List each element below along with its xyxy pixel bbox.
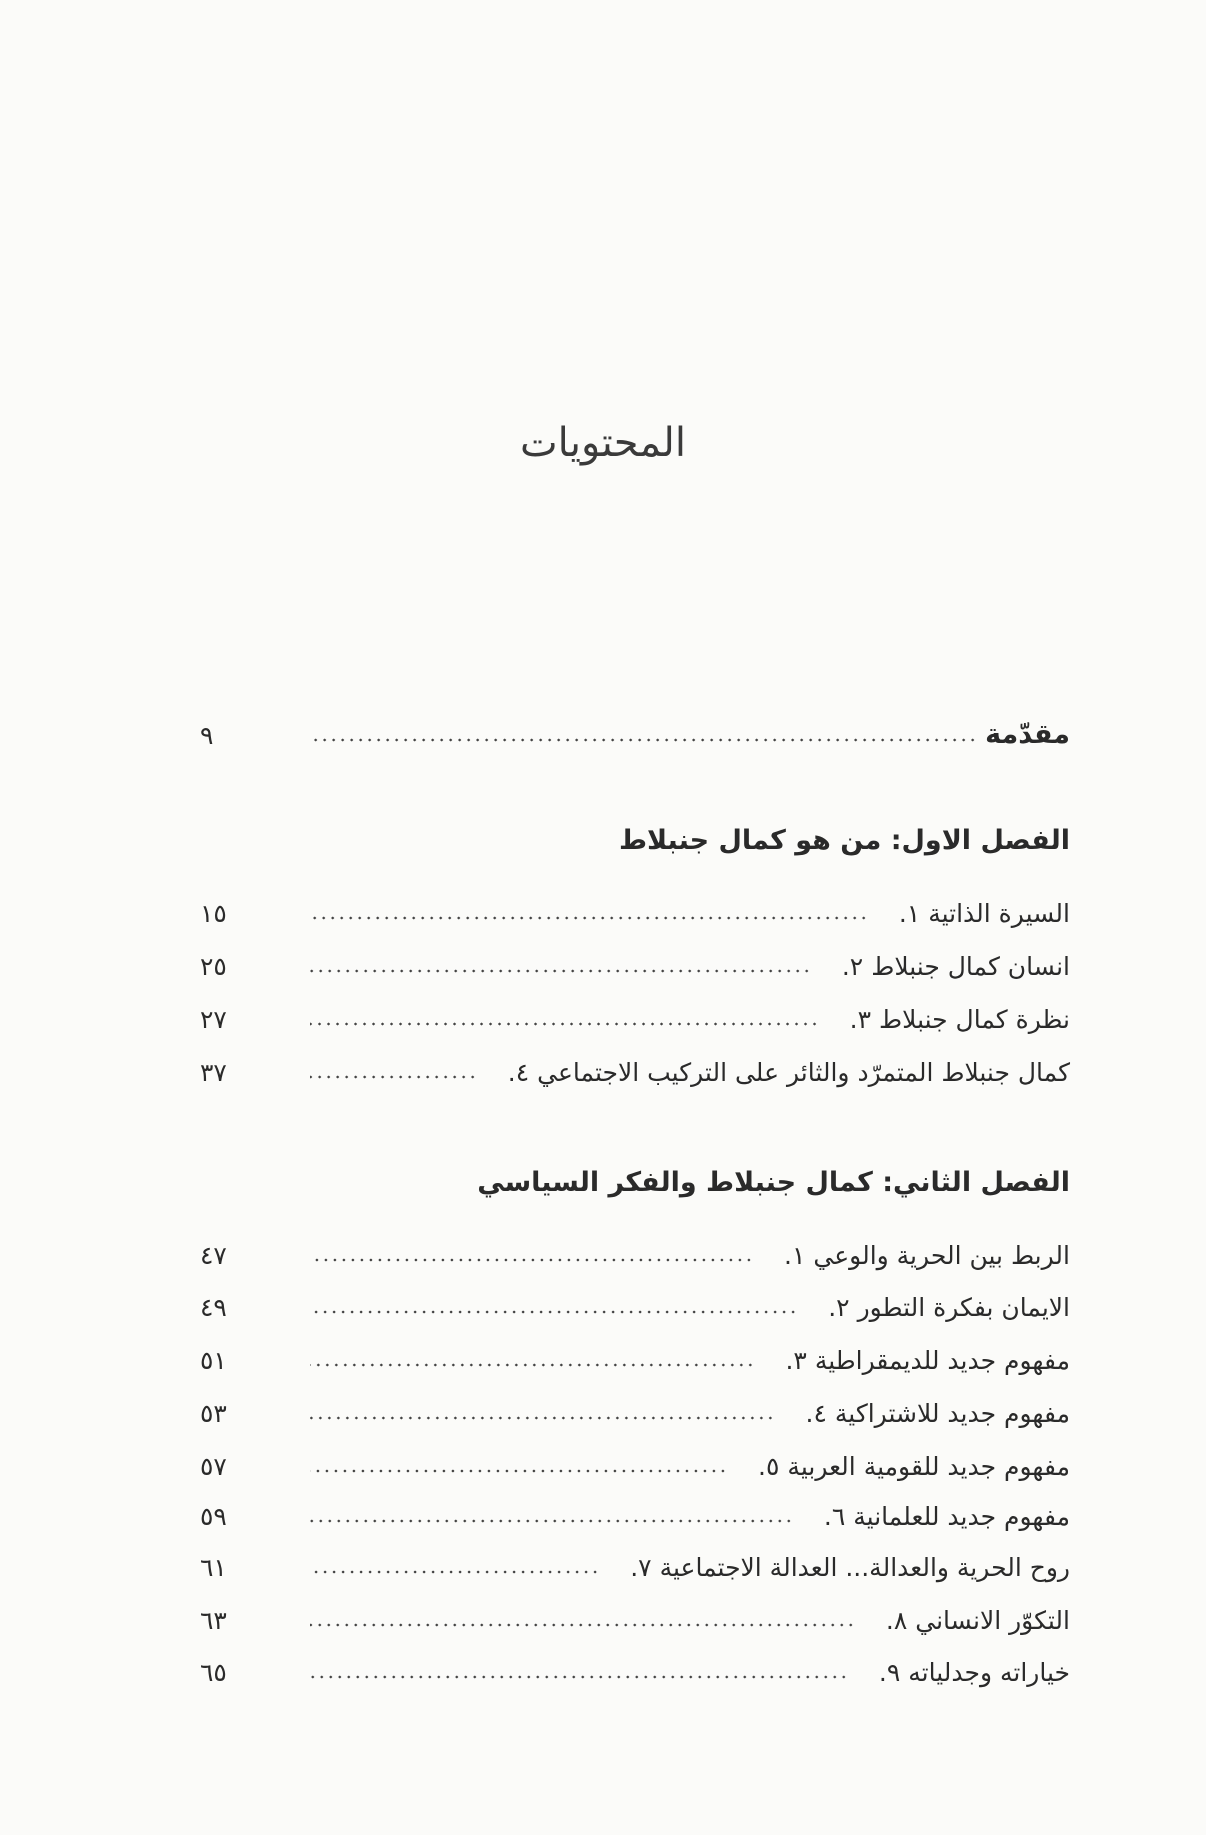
entry-title: التكوّر الانساني	[915, 1606, 1070, 1635]
entry-number: ٣.	[785, 1346, 807, 1375]
toc-entry	[200, 888, 1070, 928]
entry-label	[798, 1293, 1070, 1322]
dot-leader	[310, 1075, 477, 1079]
toc-entry	[200, 1647, 1070, 1687]
page-number: ٦٣	[200, 1606, 227, 1635]
page-number: ١٥	[200, 899, 227, 928]
page-number: ٦١	[200, 1553, 227, 1582]
dot-leader	[310, 1570, 600, 1574]
toc-entry	[200, 1335, 1070, 1375]
entry-title: مفهوم جديد للاشتراكية	[834, 1399, 1070, 1428]
toc-entry	[200, 1441, 1070, 1481]
entry-title: انسان كمال جنبلاط	[871, 952, 1070, 981]
entry-label: مقدّمة	[985, 719, 1070, 750]
toc-entry	[200, 1230, 1070, 1270]
entry-number: ٢.	[841, 952, 864, 981]
entry-label	[727, 1452, 1070, 1481]
toc-entry	[200, 1491, 1070, 1531]
entry-title: الايمان بفكرة التطور	[857, 1293, 1070, 1322]
dot-leader	[310, 1022, 819, 1026]
page-number: ٥١	[200, 1346, 227, 1375]
entry-label	[753, 1241, 1070, 1270]
dot-leader	[310, 1519, 793, 1523]
toc-entry-introduction	[200, 710, 1070, 750]
entry-label	[848, 1658, 1070, 1687]
page-number: ٤٧	[200, 1241, 227, 1270]
page-number: ٥٩	[200, 1502, 227, 1531]
entry-number: ٦.	[823, 1502, 846, 1531]
dot-leader	[310, 1623, 855, 1627]
entry-label	[811, 952, 1070, 981]
dot-leader	[310, 1363, 755, 1367]
entry-label	[793, 1502, 1070, 1531]
entry-title: خياراته وجدلياته	[908, 1658, 1070, 1687]
page-number: ٢٧	[200, 1005, 227, 1034]
entry-number: ٤.	[507, 1058, 530, 1087]
dot-leader	[310, 1675, 848, 1679]
page-number: ٩	[200, 721, 214, 750]
toc-entry	[200, 1388, 1070, 1428]
chapter-heading: الفصل الاول: من هو كمال جنبلاط	[619, 825, 1070, 856]
entry-title: روح الحرية والعدالة... العدالة الاجتماعية	[659, 1553, 1070, 1582]
toc-entry	[200, 1282, 1070, 1322]
page-number: ٦٥	[200, 1658, 227, 1687]
entry-title: مفهوم جديد للعلمانية	[853, 1502, 1070, 1531]
entry-label	[855, 1606, 1070, 1635]
page-title: المحتويات	[520, 420, 686, 466]
dot-leader	[310, 1310, 798, 1314]
page-number: ٣٧	[200, 1058, 227, 1087]
entry-number: ١.	[784, 1241, 806, 1270]
toc-entry	[200, 1595, 1070, 1635]
dot-leader	[310, 1469, 727, 1473]
dot-leader	[310, 1258, 753, 1262]
chapter-heading: الفصل الثاني: كمال جنبلاط والفكر السياسي	[477, 1167, 1070, 1198]
toc-entry	[200, 1047, 1070, 1087]
entry-title: كمال جنبلاط المتمرّد والثائر على التركيب الاجتماعي	[537, 1058, 1070, 1087]
entry-number: ٩.	[878, 1658, 901, 1687]
toc-entry	[200, 1542, 1070, 1582]
entry-label	[868, 899, 1070, 928]
entry-title: الربط بين الحرية والوعي	[813, 1241, 1070, 1270]
entry-number: ٢.	[828, 1293, 850, 1322]
toc-entry	[200, 941, 1070, 981]
page-number: ٥٣	[200, 1399, 227, 1428]
dot-leader	[310, 969, 811, 973]
entry-label	[775, 1399, 1070, 1428]
entry-number: ٥.	[758, 1452, 780, 1481]
entry-number: ٤.	[805, 1399, 827, 1428]
entry-title: مفهوم جديد للقومية العربية	[787, 1452, 1070, 1481]
entry-title: مفهوم جديد للديمقراطية	[814, 1346, 1070, 1375]
page-number: ٤٩	[200, 1293, 227, 1322]
entry-number: ٧.	[630, 1553, 652, 1582]
entry-label	[755, 1346, 1070, 1375]
entry-title: السيرة الذاتية	[928, 899, 1070, 928]
dot-leader	[310, 738, 977, 742]
entry-label	[600, 1553, 1070, 1582]
toc-entry	[200, 994, 1070, 1034]
entry-number: ٨.	[885, 1606, 908, 1635]
entry-number: ٣.	[849, 1005, 872, 1034]
entry-label	[819, 1005, 1070, 1034]
entry-label	[477, 1058, 1070, 1087]
dot-leader	[310, 1416, 775, 1420]
page-number: ٥٧	[200, 1452, 227, 1481]
entry-title: نظرة كمال جنبلاط	[879, 1005, 1070, 1034]
dot-leader	[310, 916, 868, 920]
entry-number: ١.	[898, 899, 921, 928]
page-number: ٢٥	[200, 952, 227, 981]
